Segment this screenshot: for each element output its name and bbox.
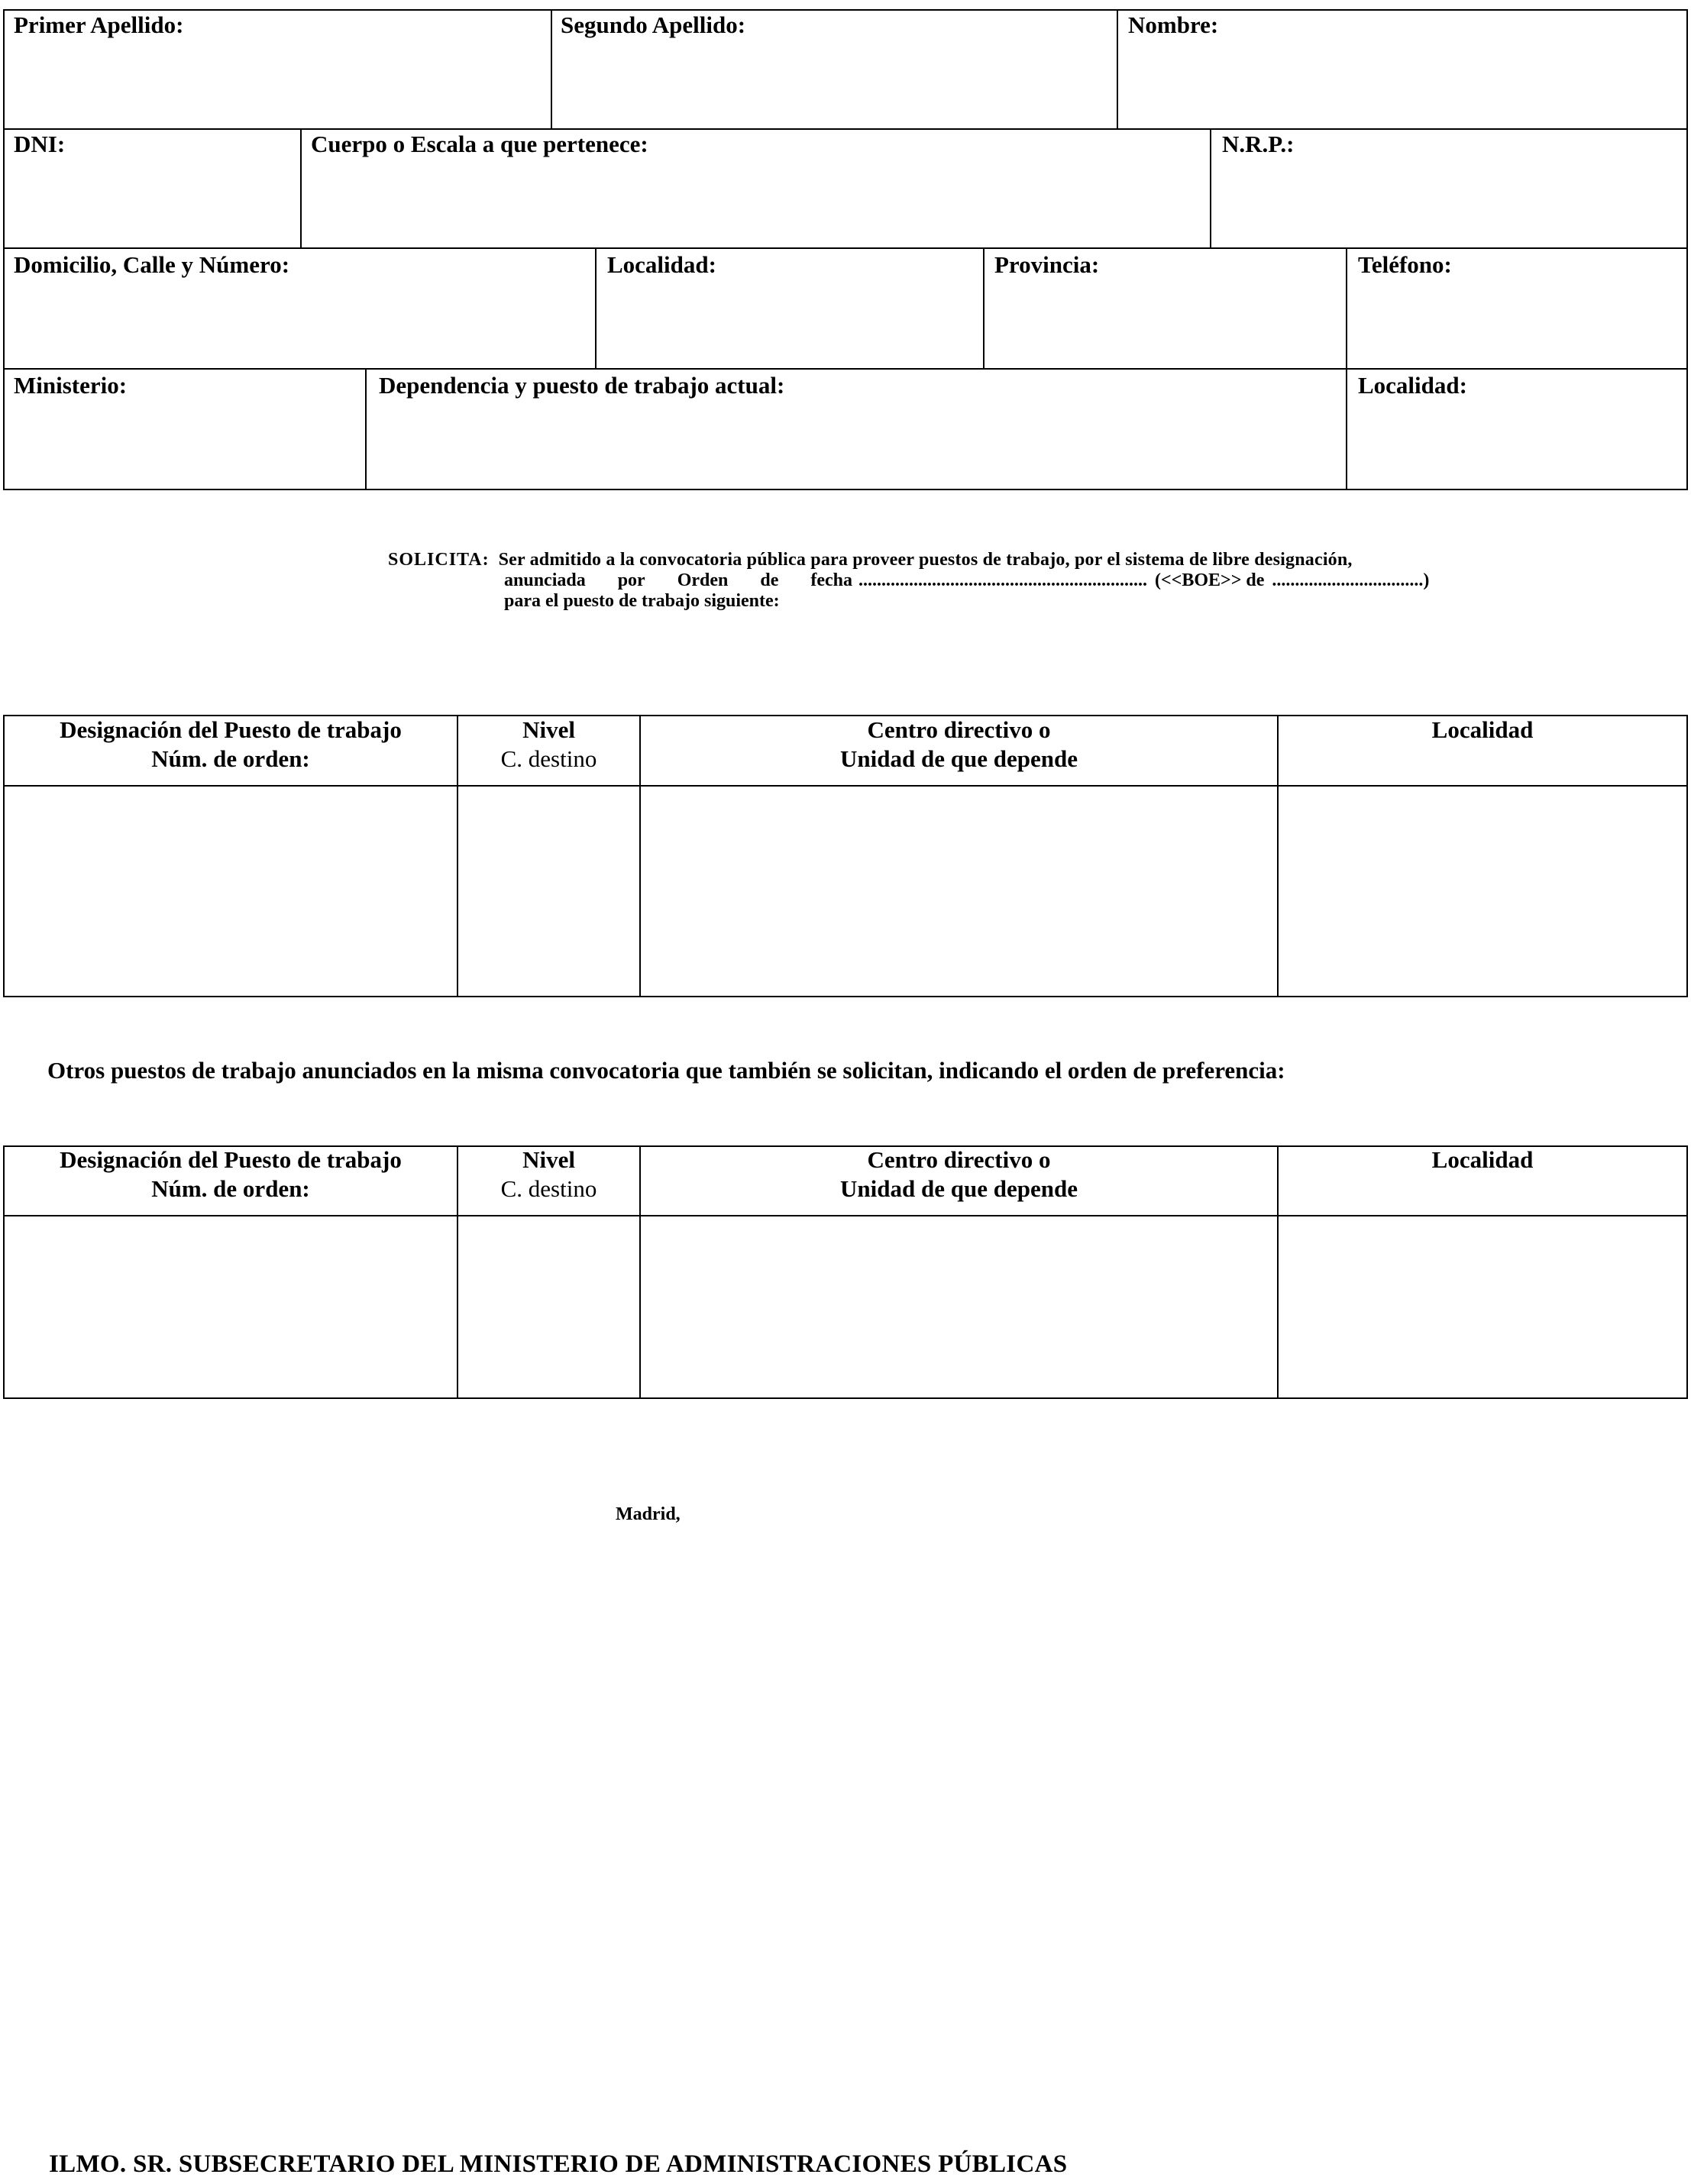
solicita-line-2: [504, 570, 1598, 591]
col-divider: [300, 128, 302, 247]
row-divider: [3, 128, 1688, 130]
col-divider: [595, 247, 597, 368]
header-centro-line2: Unidad de que depende: [840, 745, 1078, 772]
localidad-actual-label: Localidad:: [1358, 372, 1467, 399]
domicilio-label: Domicilio, Calle y Número:: [14, 251, 290, 278]
header-centro: [641, 716, 1277, 774]
header-nivel-line1: Nivel: [522, 716, 575, 743]
segundo-apellido-input[interactable]: [561, 53, 1110, 116]
table-header-divider: [3, 1215, 1688, 1216]
col-divider: [983, 247, 985, 368]
table-cell-localidad[interactable]: [1279, 787, 1686, 996]
solicita-word: de: [760, 570, 779, 590]
solicita-text-1: Ser admitido a la convocatoria pública para proveer puestos de trabajo, por el sistema de libre designación,: [498, 550, 1353, 570]
header-designacion-line1: Designación del Puesto de trabajo: [60, 1146, 402, 1173]
primer-apellido-input[interactable]: [14, 53, 544, 116]
boe-text: (<<BOE>> de: [1155, 570, 1265, 590]
col-divider: [1210, 128, 1211, 247]
cuerpo-input[interactable]: [311, 173, 1200, 235]
ministerio-input[interactable]: [14, 415, 357, 478]
provincia-label: Provincia:: [994, 251, 1100, 278]
row-divider: [3, 368, 1688, 370]
table-cell-centro[interactable]: [641, 1217, 1277, 1397]
solicita-word: Orden: [677, 570, 729, 590]
header-nivel: [458, 716, 639, 774]
col-divider: [1117, 9, 1118, 128]
nombre-label: Nombre:: [1128, 11, 1219, 38]
domicilio-input[interactable]: [14, 293, 586, 356]
solicita-line-3: para el puesto de trabajo siguiente:: [504, 591, 780, 611]
header-nivel-line1: Nivel: [522, 1146, 575, 1173]
nrp-label: N.R.P.:: [1222, 131, 1295, 157]
cuerpo-label: Cuerpo o Escala a que pertenece:: [311, 131, 648, 157]
header-nivel: [458, 1145, 639, 1203]
table-cell-nivel[interactable]: [458, 787, 639, 996]
dependencia-label: Dependencia y puesto de trabajo actual:: [379, 372, 785, 399]
telefono-input[interactable]: [1358, 293, 1682, 356]
table-cell-designacion[interactable]: [5, 787, 457, 996]
table-cell-centro[interactable]: [641, 787, 1277, 996]
header-centro: [641, 1145, 1277, 1203]
header-designacion-line2: Núm. de orden:: [151, 1175, 310, 1202]
solicita-label: SOLICITA:: [388, 550, 490, 570]
header-designacion-line1: Designación del Puesto de trabajo: [60, 716, 402, 743]
nrp-input[interactable]: [1222, 173, 1683, 235]
localidad-input[interactable]: [607, 293, 973, 356]
primer-apellido-label: Primer Apellido:: [14, 11, 184, 38]
header-centro-line1: Centro directivo o: [867, 716, 1051, 743]
header-localidad: [1279, 1145, 1686, 1174]
solicita-paragraph: [388, 550, 1598, 612]
ministerio-label: Ministerio:: [14, 372, 128, 399]
header-centro-line2: Unidad de que depende: [840, 1175, 1078, 1202]
telefono-label: Teléfono:: [1358, 251, 1452, 278]
header-localidad: [1279, 716, 1686, 745]
col-divider: [1346, 368, 1347, 490]
solicita-line-1: [388, 550, 1598, 570]
nombre-input[interactable]: [1128, 53, 1681, 116]
header-designacion-line2: Núm. de orden:: [151, 745, 310, 772]
header-localidad-line1: Localidad: [1431, 716, 1534, 743]
table-cell-nivel[interactable]: [458, 1217, 639, 1397]
col-divider: [1346, 247, 1347, 368]
col-divider: [551, 9, 552, 128]
solicita-word: fecha: [810, 570, 852, 590]
table-cell-designacion[interactable]: [5, 1217, 457, 1397]
solicita-word: por: [617, 570, 645, 590]
otros-puestos-text: Otros puestos de trabajo anunciados en la misma convocatoria que también se solicitan, indicando el orden de preferencia:: [47, 1057, 1285, 1084]
header-localidad-line1: Localidad: [1431, 1146, 1534, 1173]
header-designacion: [5, 716, 457, 774]
madrid-date-line: Madrid,: [616, 1504, 681, 1524]
header-designacion: [5, 1145, 457, 1203]
header-centro-line1: Centro directivo o: [867, 1146, 1051, 1173]
table-header-divider: [3, 785, 1688, 787]
provincia-input[interactable]: [994, 293, 1337, 356]
addressee: ILMO. SR. SUBSECRETARIO DEL MINISTERIO DE ADMINISTRACIONES PÚBLICAS: [49, 2150, 1068, 2178]
header-nivel-line2: C. destino: [500, 745, 597, 772]
dni-input[interactable]: [14, 173, 292, 235]
boe-dots[interactable]: .................................): [1272, 570, 1430, 590]
dni-label: DNI:: [14, 131, 66, 157]
table-cell-localidad[interactable]: [1279, 1217, 1686, 1397]
col-divider: [365, 368, 367, 490]
localidad-label: Localidad:: [607, 251, 716, 278]
dependencia-input[interactable]: [379, 415, 1337, 478]
header-nivel-line2: C. destino: [500, 1175, 597, 1202]
row-divider: [3, 247, 1688, 249]
segundo-apellido-label: Segundo Apellido:: [561, 11, 746, 38]
solicita-words: [504, 570, 852, 591]
fecha-dots[interactable]: ...............................................................: [858, 570, 1147, 590]
solicita-word: anunciada: [504, 570, 586, 590]
localidad-actual-input[interactable]: [1358, 415, 1682, 478]
